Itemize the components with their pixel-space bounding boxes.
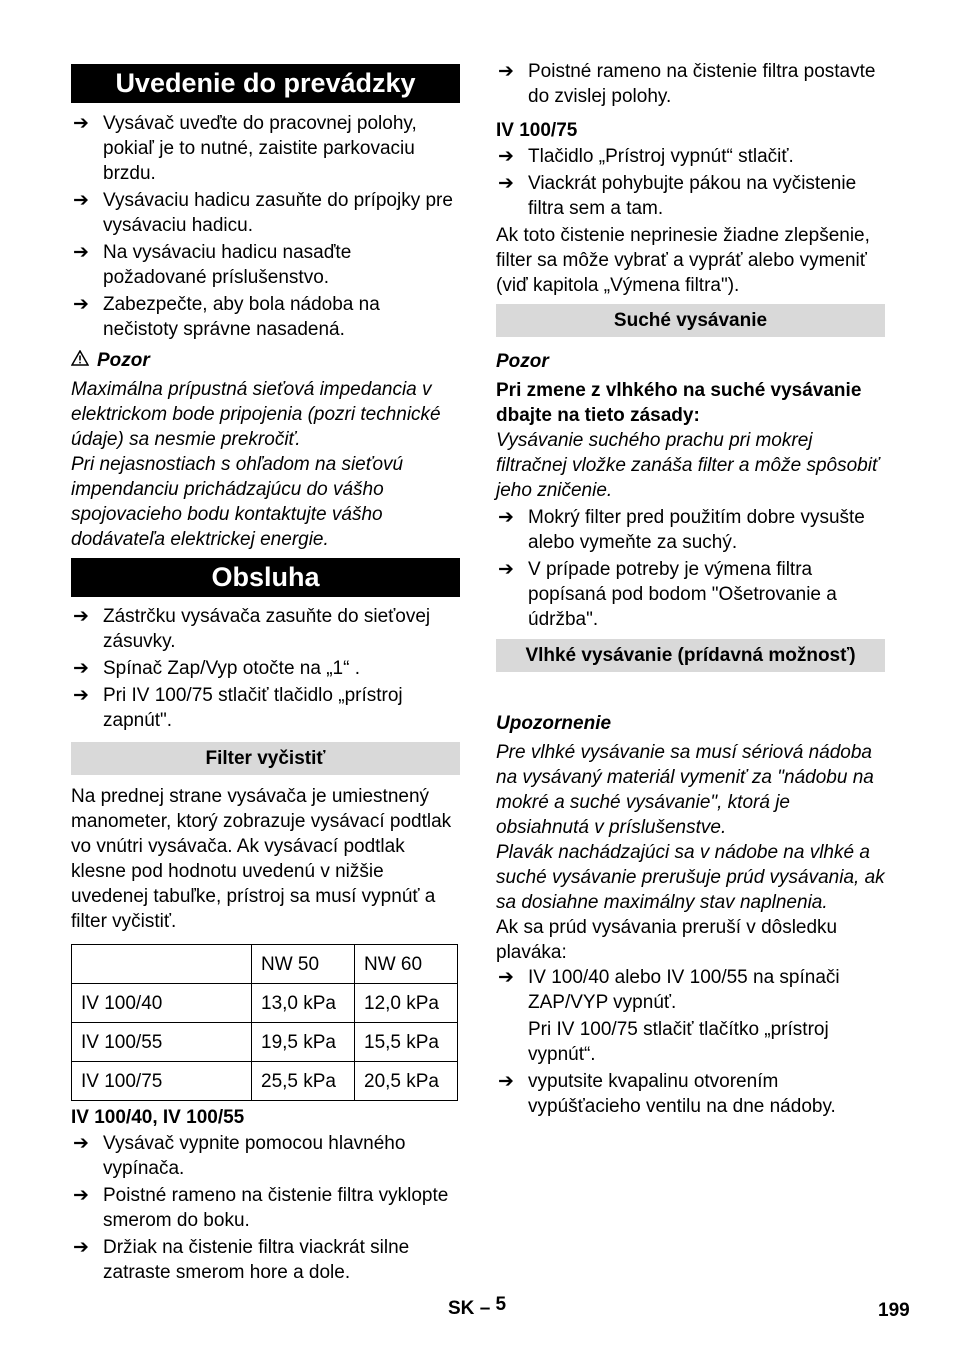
arrow-right-icon: ➔	[498, 173, 514, 194]
list-item: ➔ Zástrčku vysávača zasuňte do sieťovej zásuvky.	[73, 606, 431, 652]
iv4055-list	[71, 1131, 460, 1285]
arrow-right-icon: ➔	[498, 507, 514, 528]
table-cell: 15,5 kPa	[355, 1023, 458, 1062]
table-cell: 20,5 kPa	[355, 1062, 458, 1101]
list-item: ➔ Poistné rameno na čistenie filtra postavte do zvislej polohy.	[498, 61, 876, 107]
pozor-label: Pozor	[71, 348, 460, 373]
table-cell: 19,5 kPa	[252, 1023, 355, 1062]
list-item: ➔ Poistné rameno na čistenie filtra vyklopte smerom do boku.	[73, 1185, 449, 1231]
list-item: ➔ Mokrý filter pred použitím dobre vysušte alebo vymeňte za suchý.	[498, 507, 865, 553]
list-item: ➔ vyputsite kvapalinu otvorením vypúšťacieho ventilu na dne nádoby.	[498, 1071, 836, 1117]
arrow-right-icon: ➔	[73, 658, 89, 679]
obsluha-list	[71, 604, 460, 733]
pozor-block	[71, 348, 460, 552]
heading-filter: Filter vyčistiť	[71, 742, 460, 775]
heading-suche: Suché vysávanie	[496, 304, 885, 337]
heading-obsluha: Obsluha	[71, 558, 460, 597]
arrow-right-icon: ➔	[73, 606, 89, 627]
arrow-right-icon: ➔	[73, 1185, 89, 1206]
suche-ital: Vysávanie suchého prachu pri mokrej filtračnej vložke zanáša filter a môže spôsobiť jeho zničenie.	[496, 430, 879, 501]
list-item: ➔ Na vysávaciu hadicu nasaďte požadované príslušenstvo.	[73, 242, 352, 288]
table-row	[72, 945, 458, 984]
table-cell: NW 50	[252, 945, 355, 984]
footer-section	[448, 1296, 506, 1321]
footer-lang: SK	[448, 1298, 475, 1319]
arrow-right-icon: ➔	[498, 1071, 514, 1092]
list-item: ➔ Viackrát pohybujte pákou na vyčistenie filtra sem a tam.	[498, 173, 857, 219]
right-top-list	[496, 59, 885, 109]
arrow-right-icon: ➔	[498, 146, 514, 167]
arrow-right-icon: ➔	[73, 242, 89, 263]
arrow-right-icon: ➔	[73, 190, 89, 211]
vlhke-ital: Pre vlhké vysávanie sa musí sériová nádoba na vysávaný materiál vymeniť za "nádobu na mokré a suché vysávanie", ktorá je obsiahnutá v príslušenstve.	[496, 742, 874, 838]
table-row	[72, 1023, 458, 1062]
arrow-right-icon: ➔	[73, 685, 89, 706]
table-cell: NW 60	[355, 945, 458, 984]
list-item: ➔ Spínač Zap/Vyp otočte na „1“ .	[73, 658, 360, 679]
uvedenie-list	[71, 111, 460, 342]
arrow-right-icon: ➔	[498, 61, 514, 82]
list-item-continuation: Pri IV 100/75 stlačiť tlačítko „prístroj vypnút“.	[528, 1019, 829, 1065]
filter-text: Na prednej strane vysávača je umiestnený manometer, ktorý zobrazuje vysávací podtlak vo vnútri vysávača. Ak vysávací podtlak klesne pod hodnotu uvedenú v nižšie uvedenej tabuľke, prístroj sa musí vypnúť a filter vyčistiť.	[71, 786, 452, 932]
vlhke-block	[496, 711, 885, 1119]
list-item: ➔ Držiak na čistenie filtra viackrát silne zatraste smerom hore a dole.	[73, 1237, 410, 1283]
arrow-right-icon: ➔	[498, 559, 514, 580]
iv75-label: IV 100/75	[496, 120, 578, 141]
table-cell: 13,0 kPa	[252, 984, 355, 1023]
list-item: ➔ Zabezpečte, aby bola nádoba na nečistoty správne nasadená.	[73, 294, 380, 340]
arrow-right-icon: ➔	[73, 1237, 89, 1258]
heading-vlhke-text: Vlhké vysávanie (prídavná možnosť)	[525, 645, 856, 666]
list-item: ➔ Pri IV 100/75 stlačiť tlačidlo „prístroj zapnút".	[73, 685, 403, 731]
arrow-right-icon: ➔	[73, 113, 89, 134]
suche-bold: Pri zmene z vlhkého na suché vysávanie dbajte na tieto zásady:	[496, 380, 862, 426]
list-item: ➔ IV 100/40 alebo IV 100/55 na spínači ZAP/VYP vypnúť.	[498, 967, 840, 1013]
heading-vlhke	[496, 639, 885, 672]
pozor-label: Pozor	[496, 351, 549, 372]
suche-block	[496, 349, 885, 632]
heading-uvedenie: Uvedenie do prevádzky	[71, 64, 460, 103]
iv75-text: Ak toto čistenie neprinesie žiadne zlepšenie, filter sa môže vybrať a vypráť alebo vymeniť (viď kapitola „Výmena filtra").	[496, 225, 870, 296]
footer-section-page: 5	[495, 1294, 507, 1315]
table-row	[72, 984, 458, 1023]
upozornenie-label: Upozornenie	[496, 713, 612, 734]
pozor-text: Pri nejasnostiach s ohľadom na sieťovú impendanciu prichádzajúcu do vášho spojovacieho bodu kontaktujte vášho dodávateľa elektrickej energie.	[71, 454, 404, 550]
arrow-right-icon: ➔	[73, 294, 89, 315]
iv4055-label: IV 100/40, IV 100/55	[71, 1107, 245, 1128]
list-item: ➔ Vysávač uveďte do pracovnej polohy, pokiaľ je to nutné, zaistite parkovaciu brzdu.	[73, 113, 417, 184]
list-item: ➔ Vysávaciu hadicu zasuňte do prípojky pre vysávaciu hadicu.	[73, 190, 453, 236]
footer-dash: –	[479, 1298, 491, 1319]
pressure-table	[71, 944, 458, 1101]
list-item: ➔ Tlačidlo „Prístroj vypnút“ stlačiť.	[498, 146, 794, 167]
vlhke-ital: Plavák nachádzajúci sa v nádobe na vlhké a suché vysávanie prerušuje prúd vysávania, ak sa dosiahne maximálny stav naplnenia.	[496, 842, 885, 913]
table-cell: IV 100/75	[72, 1062, 252, 1101]
table-cell: IV 100/55	[72, 1023, 252, 1062]
vlhke-text: Ak sa prúd vysávania preruší v dôsledku plaváka:	[496, 917, 838, 963]
table-cell: IV 100/40	[72, 984, 252, 1023]
pozor-text: Maximálna prípustná sieťová impedancia v elektrickom bode pripojenia (pozri technické údaje) sa nesmie prekročiť.	[71, 379, 441, 450]
page-number: 199	[878, 1300, 910, 1321]
table-cell	[72, 945, 252, 984]
warning-icon	[71, 348, 89, 373]
arrow-right-icon: ➔	[73, 1133, 89, 1154]
list-item: ➔ Vysávač vypnite pomocou hlavného vypínača.	[73, 1133, 406, 1179]
table-cell: 25,5 kPa	[252, 1062, 355, 1101]
iv75-list	[496, 144, 885, 221]
arrow-right-icon: ➔	[498, 967, 514, 988]
table-cell: 12,0 kPa	[355, 984, 458, 1023]
list-item: ➔ V prípade potreby je výmena filtra popísaná pod bodom "Ošetrovanie a údržba".	[498, 559, 837, 630]
table-row	[72, 1062, 458, 1101]
